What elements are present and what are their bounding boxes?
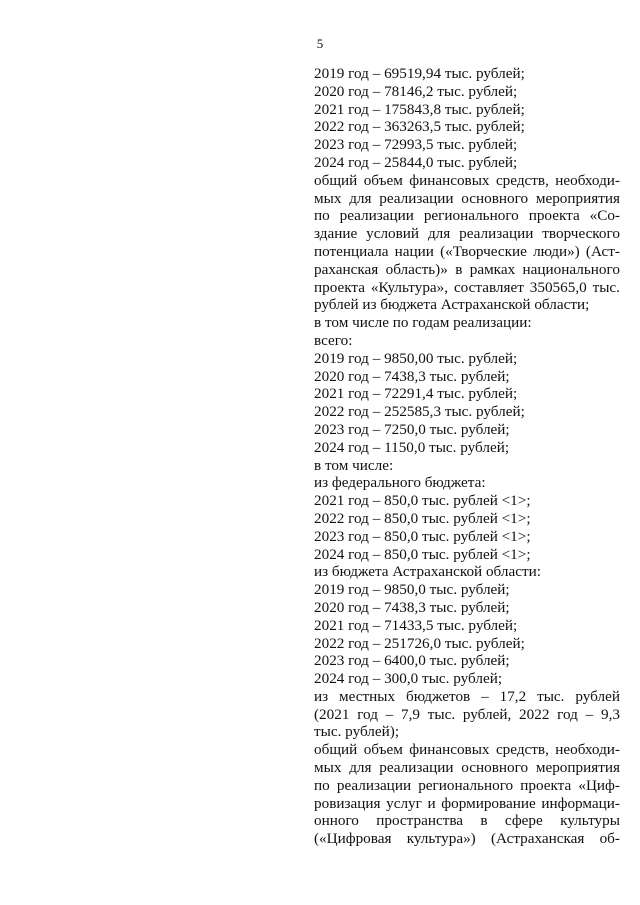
text-line: 2019 год – 9850,00 тыс. рублей; xyxy=(314,349,518,367)
text-line: 2022 год – 363263,5 тыс. рублей; xyxy=(314,118,525,136)
text-line: рублей из бюджета Астраханской области; xyxy=(314,296,590,314)
text-line: здание условий для реализации творческого xyxy=(314,225,620,243)
text-line: 2020 год – 7438,3 тыс. рублей; xyxy=(314,598,510,616)
text-line: («Цифровая культура») (Астраханская об- xyxy=(314,830,620,848)
text-line: проекта «Культура», составляет 350565,0 тыс. xyxy=(314,278,620,296)
text-line: ровизация услуг и формирование информаци- xyxy=(314,794,620,812)
text-line: 2023 год – 850,0 тыс. рублей <1>; xyxy=(314,527,531,545)
text-line: тыс. рублей); xyxy=(314,723,400,741)
text-line: 2023 год – 6400,0 тыс. рублей; xyxy=(314,652,510,670)
text-line: 2023 год – 72993,5 тыс. рублей; xyxy=(314,136,518,154)
text-line: 2022 год – 850,0 тыс. рублей <1>; xyxy=(314,509,531,527)
text-line: 2019 год – 9850,0 тыс. рублей; xyxy=(314,581,510,599)
text-line: 2021 год – 175843,8 тыс. рублей; xyxy=(314,100,525,118)
text-line: 2022 год – 251726,0 тыс. рублей; xyxy=(314,634,525,652)
text-line: 2020 год – 7438,3 тыс. рублей; xyxy=(314,367,510,385)
text-line: мых для реализации основного мероприятия xyxy=(314,759,620,777)
text-line: по реализации регионального проекта «Циф- xyxy=(314,776,620,794)
text-line: всего: xyxy=(314,331,353,349)
text-line: 2019 год – 69519,94 тыс. рублей; xyxy=(314,65,525,82)
text-line: онного пространства в сфере культуры xyxy=(314,812,620,830)
text-line: 2023 год – 7250,0 тыс. рублей; xyxy=(314,420,510,438)
text-line: 2021 год – 850,0 тыс. рублей <1>; xyxy=(314,492,531,510)
text-line: в том числе по годам реализации: xyxy=(314,314,532,332)
text-line: 2024 год – 1150,0 тыс. рублей; xyxy=(314,438,510,456)
text-line: общий объем финансовых средств, необходи- xyxy=(314,171,620,189)
text-line: общий объем финансовых средств, необходи- xyxy=(314,741,620,759)
text-line: (2021 год – 7,9 тыс. рублей, 2022 год – 9,3 xyxy=(314,705,620,723)
text-line: 2024 год – 25844,0 тыс. рублей; xyxy=(314,153,518,171)
text-line: из бюджета Астраханской области: xyxy=(314,563,541,581)
document-text xyxy=(314,65,620,848)
page-number: 5 xyxy=(316,36,324,51)
text-line: 2022 год – 252585,3 тыс. рублей; xyxy=(314,403,525,421)
text-line: по реализации регионального проекта «Со- xyxy=(314,207,620,225)
text-line: 2021 год – 71433,5 тыс. рублей; xyxy=(314,616,518,634)
text-line: раханская область)» в рамках национального xyxy=(314,260,620,278)
text-line: 2021 год – 72291,4 тыс. рублей; xyxy=(314,385,518,403)
text-line: потенциала нации («Творческие люди») (Аст- xyxy=(314,242,620,260)
text-line: из местных бюджетов – 17,2 тыс. рублей xyxy=(314,687,620,705)
text-line: 2024 год – 300,0 тыс. рублей; xyxy=(314,670,503,688)
text-line: 2020 год – 78146,2 тыс. рублей; xyxy=(314,82,518,100)
text-line: в том числе: xyxy=(314,456,394,474)
text-line: 2024 год – 850,0 тыс. рублей <1>; xyxy=(314,545,531,563)
text-line: мых для реализации основного мероприятия xyxy=(314,189,620,207)
text-line: из федерального бюджета: xyxy=(314,474,486,492)
